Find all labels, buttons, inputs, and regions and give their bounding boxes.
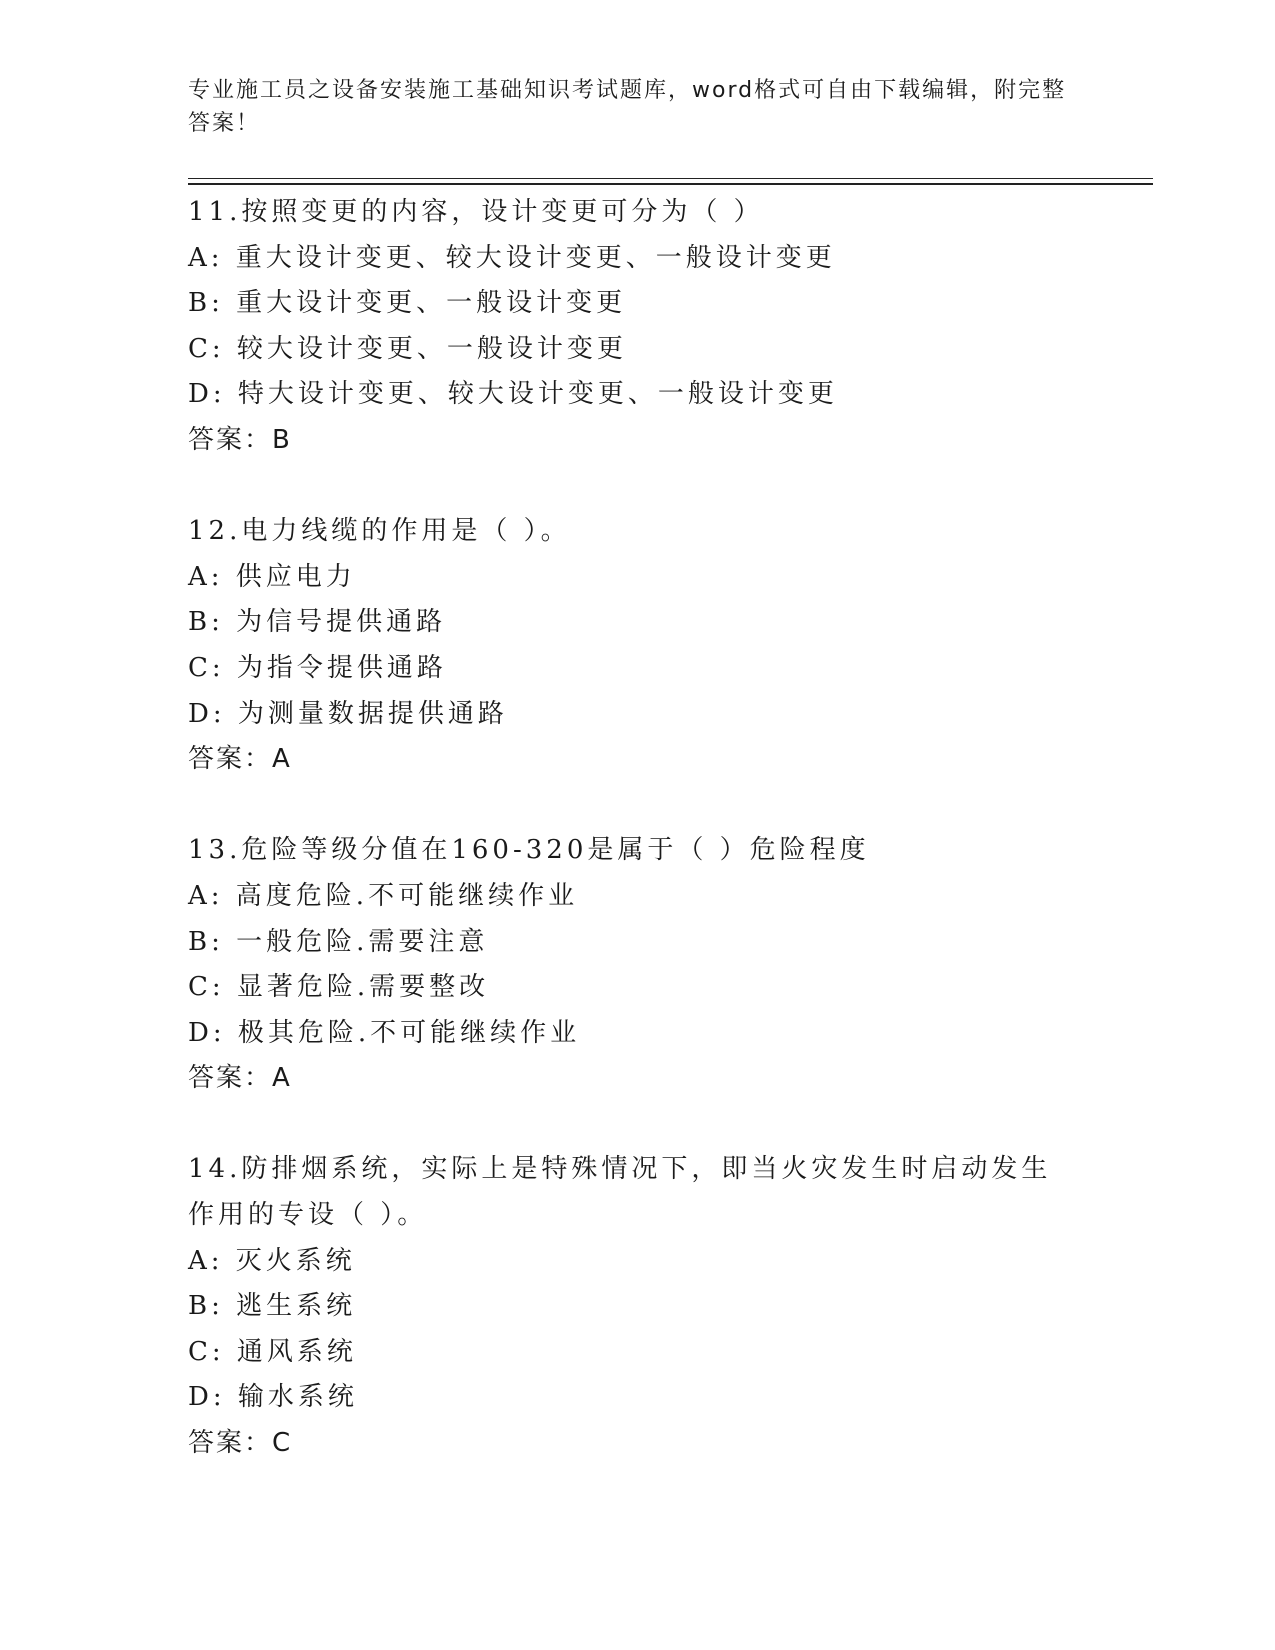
answer-line: 答案：A [188, 1063, 292, 1094]
option-c: C: 为指令提供通路 [188, 652, 447, 683]
header-divider-thin [188, 178, 1153, 179]
option-d: D: 为测量数据提供通路 [188, 698, 508, 729]
answer-line: 答案：B [188, 424, 292, 455]
document-header: 专业施工员之设备安装施工基础知识考试题库，word格式可自由下载编辑，附完整答案！ [188, 78, 1067, 136]
question-13 [188, 828, 1108, 1102]
option-b: B: 逃生系统 [188, 1291, 357, 1322]
option-c: C: 较大设计变更、一般设计变更 [188, 333, 627, 364]
option-b: B: 一般危险.需要注意 [188, 926, 489, 957]
option-a: A: 灭火系统 [188, 1245, 356, 1276]
header-divider-thick [188, 183, 1153, 185]
option-b: B: 重大设计变更、一般设计变更 [188, 288, 627, 319]
question-14 [188, 1147, 1108, 1466]
option-d: D: 输水系统 [188, 1382, 358, 1413]
question-stem: 12.电力线缆的作用是（ ）。 [188, 516, 571, 547]
question-stem: 13.危险等级分值在160-320是属于（ ）危险程度 [188, 835, 870, 866]
option-b: B: 为信号提供通路 [188, 607, 447, 638]
answer-line: 答案：A [188, 744, 292, 775]
option-c: C: 显著危险.需要整改 [188, 972, 490, 1003]
option-d: D: 极其危险.不可能继续作业 [188, 1017, 581, 1048]
question-list [188, 190, 1108, 1467]
option-a: A: 重大设计变更、较大设计变更、一般设计变更 [188, 242, 836, 273]
answer-line: 答案：C [188, 1428, 293, 1459]
question-11 [188, 190, 1108, 464]
question-stem: 11.按照变更的内容，设计变更可分为（ ） [188, 197, 764, 227]
option-a: A: 供应电力 [188, 561, 356, 592]
option-c: C: 通风系统 [188, 1336, 357, 1367]
option-d: D: 特大设计变更、较大设计变更、一般设计变更 [188, 379, 838, 410]
option-a: A: 高度危险.不可能继续作业 [188, 880, 579, 911]
question-stem: 14.防排烟系统，实际上是特殊情况下，即当火灾发生时启动发生作用的专设（ ）。 [188, 1154, 1052, 1231]
question-12 [188, 509, 1108, 783]
